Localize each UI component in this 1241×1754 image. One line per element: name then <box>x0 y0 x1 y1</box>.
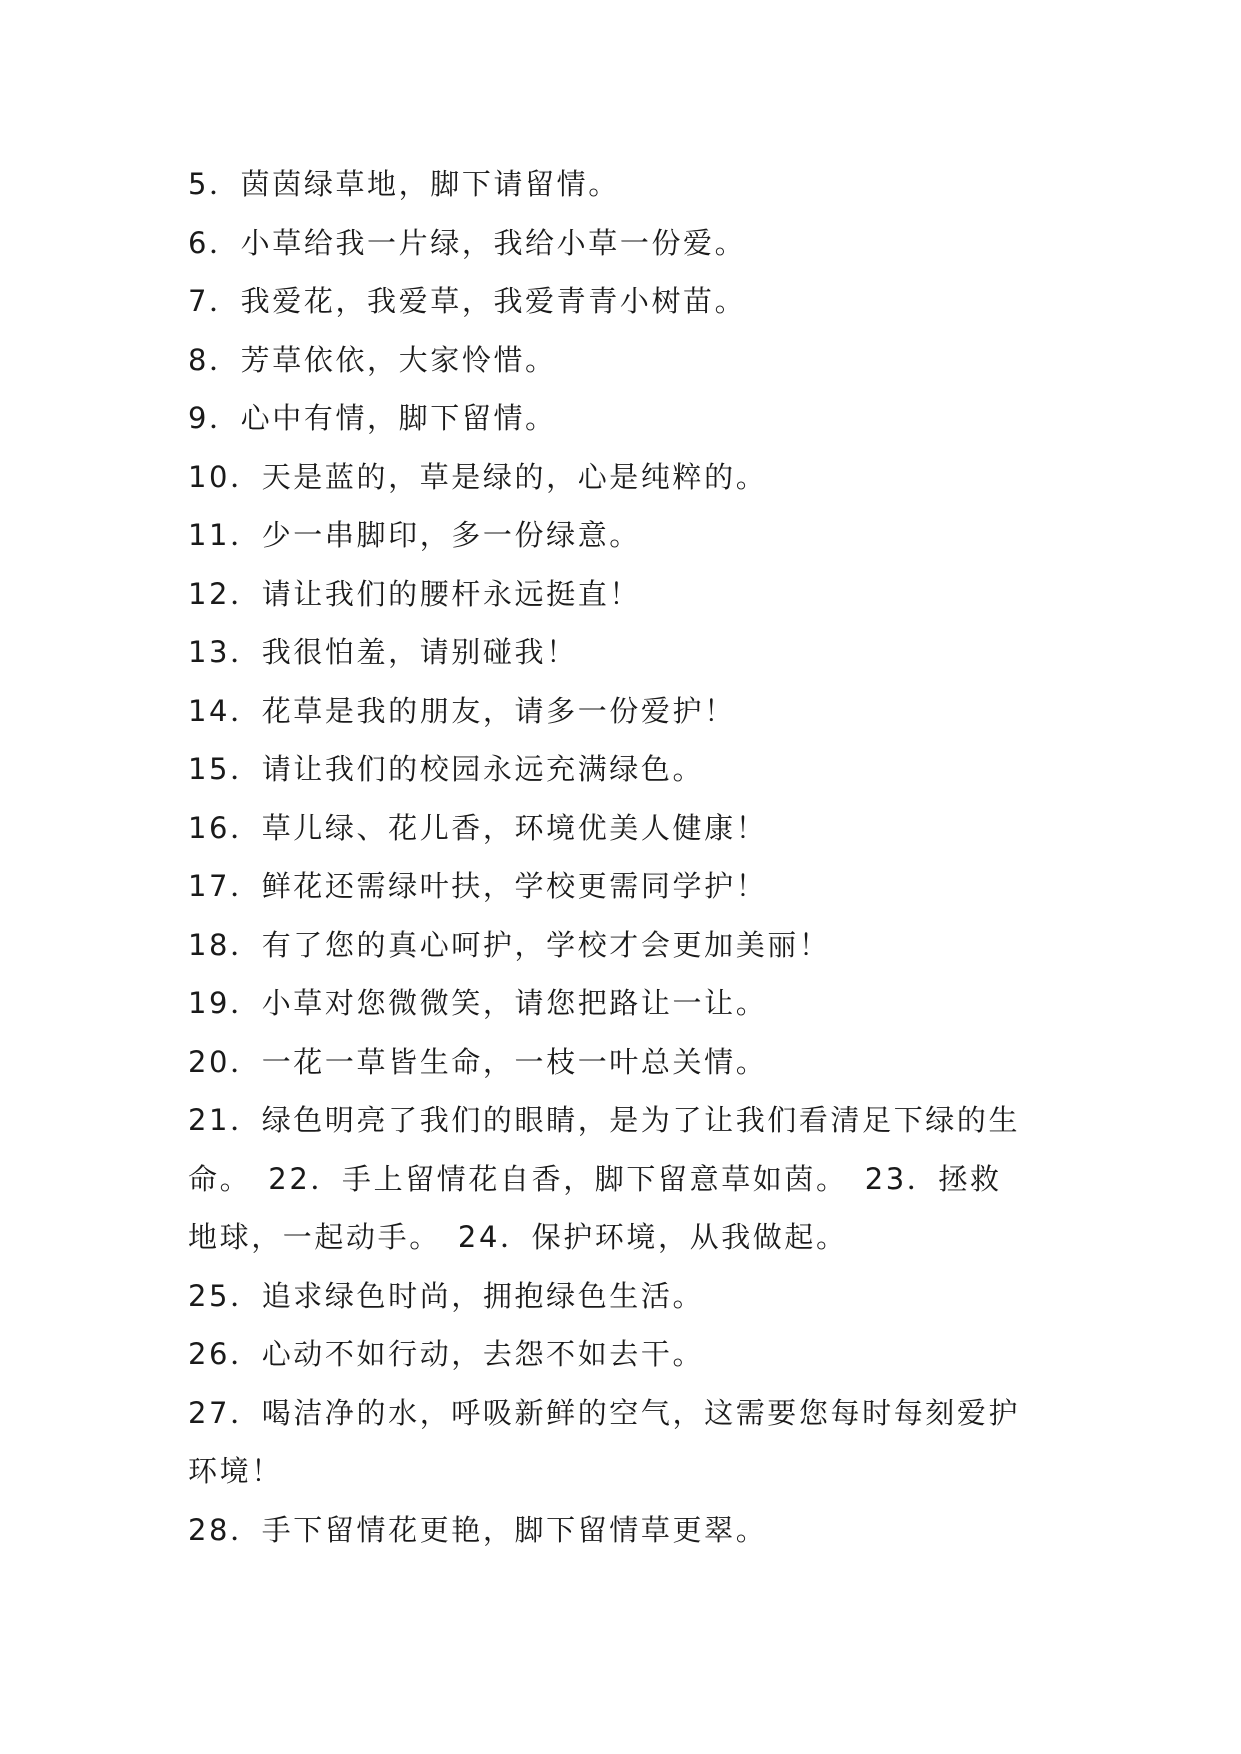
text-line: 地球，一起动手。 24．保护环境，从我做起。 <box>188 1220 848 1254</box>
text-line: 13．我很怕羞，请别碰我！ <box>188 635 578 669</box>
text-line: 15．请让我们的校园永远充满绿色。 <box>188 752 705 786</box>
slogan-list <box>188 155 1068 1559</box>
text-line: 17．鲜花还需绿叶扶，学校更需同学护！ <box>188 869 768 903</box>
text-line: 14．花草是我的朋友，请多一份爱护！ <box>188 693 736 728</box>
text-line: 9．心中有情，脚下留情。 <box>188 401 557 435</box>
text-line: 19．小草对您微微笑，请您把路让一让。 <box>188 986 768 1020</box>
text-line: 18．有了您的真心呵护，学校才会更加美丽！ <box>188 927 831 962</box>
text-line: 21．绿色明亮了我们的眼睛，是为了让我们看清足下绿的生 <box>188 1103 1021 1137</box>
text-line: 6．小草给我一片绿，我给小草一份爱。 <box>188 225 747 260</box>
text-line: 16．草儿绿、花儿香，环境优美人健康！ <box>188 810 768 845</box>
text-line: 环境！ <box>188 1454 283 1488</box>
text-line: 10．天是蓝的，草是绿的，心是纯粹的。 <box>188 459 768 494</box>
text-line: 27．喝洁净的水，呼吸新鲜的空气，这需要您每时每刻爱护 <box>188 1395 1021 1430</box>
text-line: 8．芳草依依，大家怜惜。 <box>188 342 557 377</box>
text-line: 命。 22．手上留情花自香，脚下留意草如茵。 23．拯救 <box>188 1161 1002 1196</box>
text-line: 26．心动不如行动，去怨不如去干。 <box>188 1337 705 1371</box>
text-line: 28．手下留情花更艳，脚下留情草更翠。 <box>188 1512 768 1547</box>
text-line: 12．请让我们的腰杆永远挺直！ <box>188 576 641 611</box>
text-line: 25．追求绿色时尚，拥抱绿色生活。 <box>188 1278 705 1313</box>
text-line: 5．茵茵绿草地，脚下请留情。 <box>188 167 620 201</box>
text-line: 20．一花一草皆生命，一枝一叶总关情。 <box>188 1044 768 1079</box>
text-line: 7．我爱花，我爱草，我爱青青小树苗。 <box>188 284 747 318</box>
text-line: 11．少一串脚印，多一份绿意。 <box>188 518 641 552</box>
